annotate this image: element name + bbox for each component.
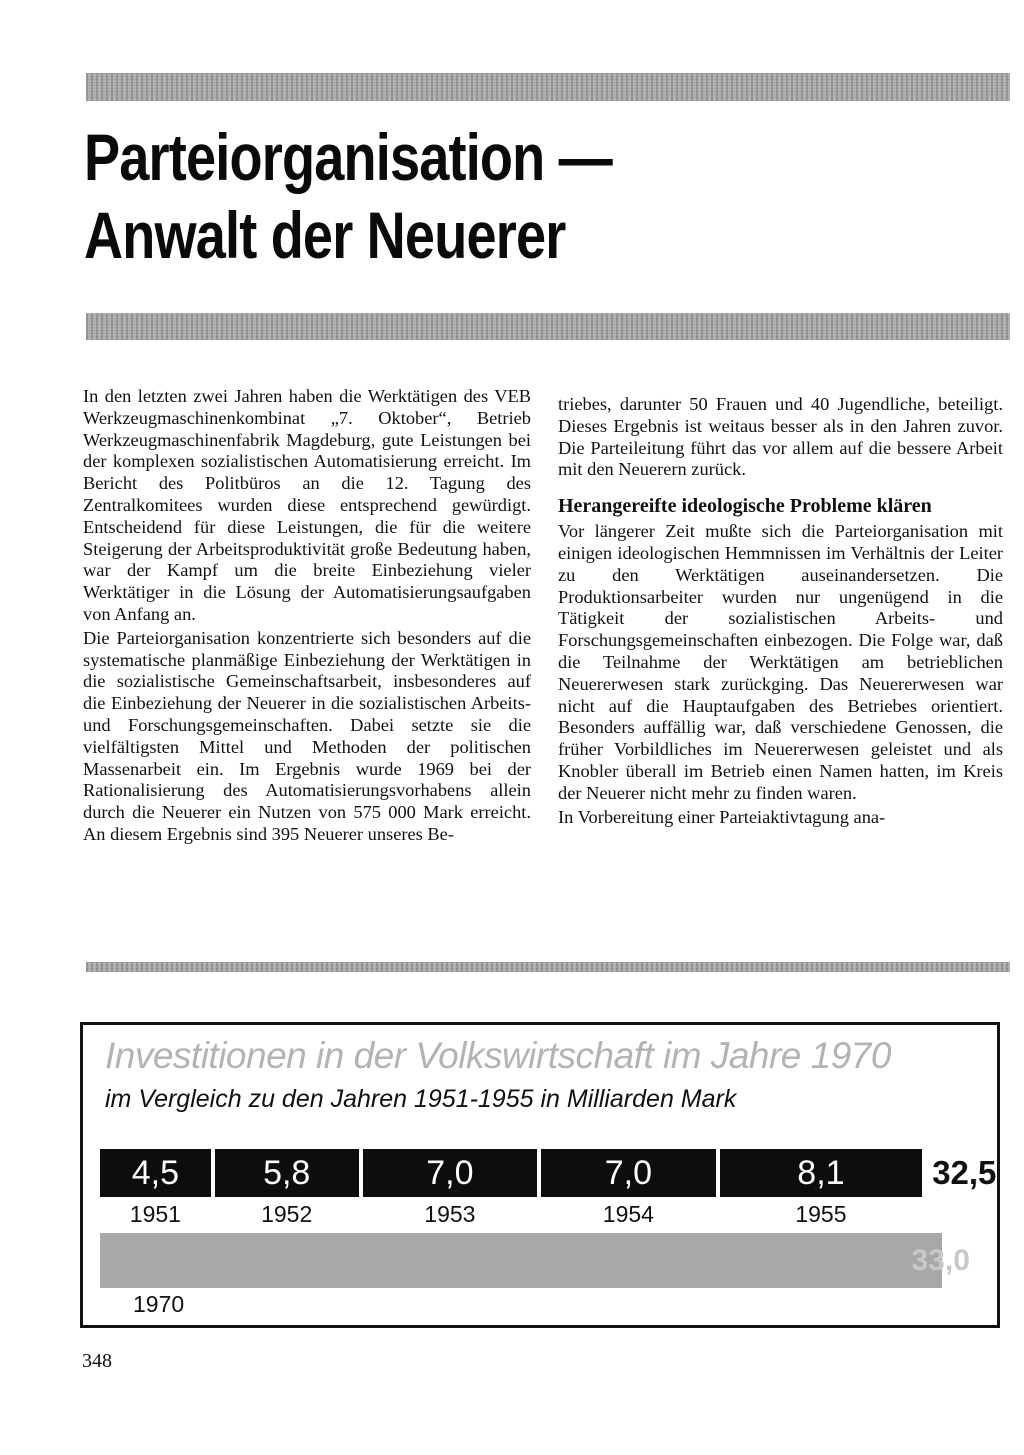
article-title — [84, 118, 822, 274]
bar-year-label-1951: 1951 — [129, 1201, 181, 1227]
bar-year-label-1954: 1954 — [602, 1201, 654, 1227]
chart-title: Investitionen in der Volkswirtschaft im Jahre 1970 — [105, 1035, 891, 1076]
bar-year-label-1953: 1953 — [424, 1201, 476, 1227]
paragraph-left-1: In den letzten zwei Jahren haben die Werktätigen des VEB Werkzeugmaschinenkombinat „7. Oktober“, Betrieb Werkzeugmaschinenfabrik Magdeburg, gute Leistungen bei der komplexen sozialistischen Automatisierung erreicht. Im Bericht des Politbüros an die 12. Tagung des Zentralkomitees wurden diese entsprechend gewürdigt. Entscheidend für diese Leistungen, die für die weitere Steigerung der Arbeitsproduktivität große Bedeutung haben, war der Kampf um die breite Einbeziehung vieler Werktätiger in die Lösung der Automatisierungsaufgaben von Anfang an. — [83, 386, 531, 624]
investment-chart — [80, 1022, 1000, 1328]
bottom-decorative-band — [86, 962, 1010, 972]
bar-1970 — [100, 1233, 942, 1288]
top-decorative-band — [86, 73, 1010, 101]
bar-1970-value-label: 33,0 — [911, 1244, 970, 1277]
page-number: 348 — [82, 1350, 112, 1372]
article-column-right — [558, 394, 1003, 830]
stacked-total-label: 32,5 — [932, 1154, 997, 1191]
paragraph-right-3: In Vorbereitung einer Parteiaktivtagung ana- — [558, 806, 886, 827]
bar-value-label-1953: 7,0 — [426, 1154, 474, 1192]
article-title-line-1: Parteiorganisation — — [84, 120, 612, 194]
bar-year-label-1952: 1952 — [261, 1201, 313, 1227]
paragraph-right-1: triebes, darunter 50 Frauen und 40 Jugendliche, beteiligt. Dieses Ergebnis ist weitaus besser als in den Jahren zuvor. Die Parteileitung führt das vor allem auf die bessere Arbeit mit den Neuerern zurück. — [558, 394, 1003, 480]
bar-1970-year-label: 1970 — [133, 1291, 185, 1317]
bar-value-label-1954: 7,0 — [604, 1154, 653, 1192]
bar-value-label-1951: 4,5 — [131, 1154, 179, 1192]
bar-year-label-1955: 1955 — [795, 1201, 847, 1227]
section-subheading: Herangereifte ideologische Probleme klären — [558, 495, 932, 518]
article-title-line-2: Anwalt der Neuerer — [84, 198, 566, 272]
chart-subtitle: im Vergleich zu den Jahren 1951-1955 in Milliarden Mark — [105, 1085, 737, 1113]
paragraph-left-2: Die Parteiorganisation konzentrierte sich besonders auf die systematische planmäßige Einbeziehung der Werktätigen in die sozialistische Gemeinschaftsarbeit, insbesonderes auf die Einbeziehung der Neuerer in die sozialistischen Arbeits- und Forschungsgemeinschaften. Dabei setzte sie die vielfältigsten Mittel und Methoden der politischen Massenarbeit ein. Im Ergebnis wurde 1969 bei der Rationalisierung des Automatisierungsvorhabens allein durch die Neuerer ein Nutzen von 575 000 Mark erreicht. An diesem Ergebnis sind 395 Neuerer unseres Be- — [83, 627, 531, 844]
bar-value-label-1952: 5,8 — [263, 1154, 311, 1192]
article-column-left — [83, 386, 531, 848]
title-underline-band — [86, 313, 1010, 340]
paragraph-right-2: Vor längerer Zeit mußte sich die Parteiorganisation mit einigen ideologischen Hemmnissen im Verhältnis der Leiter zu den Werktätigen auseinandersetzen. Die Produktionsarbeiter wurden nur ungenügend in die Tätigkeit der sozialistischen Arbeits- und Forschungsgemeinschaften einbezogen. Die Folge war, daß die Teilnahme der Werktätigen am betrieblichen Neuererwesen stark zurückging. Das Neuererwesen war nicht auf die Hauptaufgaben des Betriebes orientiert. Besonders auffällig war, daß verschiedene Genossen, die früher Vorbildliches im Neuererwesen geleistet und als Knobler überall im Betrieb einen Namen hatten, im Kreis der Neuerer nicht mehr zu finden waren. — [558, 521, 1003, 803]
bar-value-label-1955: 8,1 — [797, 1154, 845, 1192]
